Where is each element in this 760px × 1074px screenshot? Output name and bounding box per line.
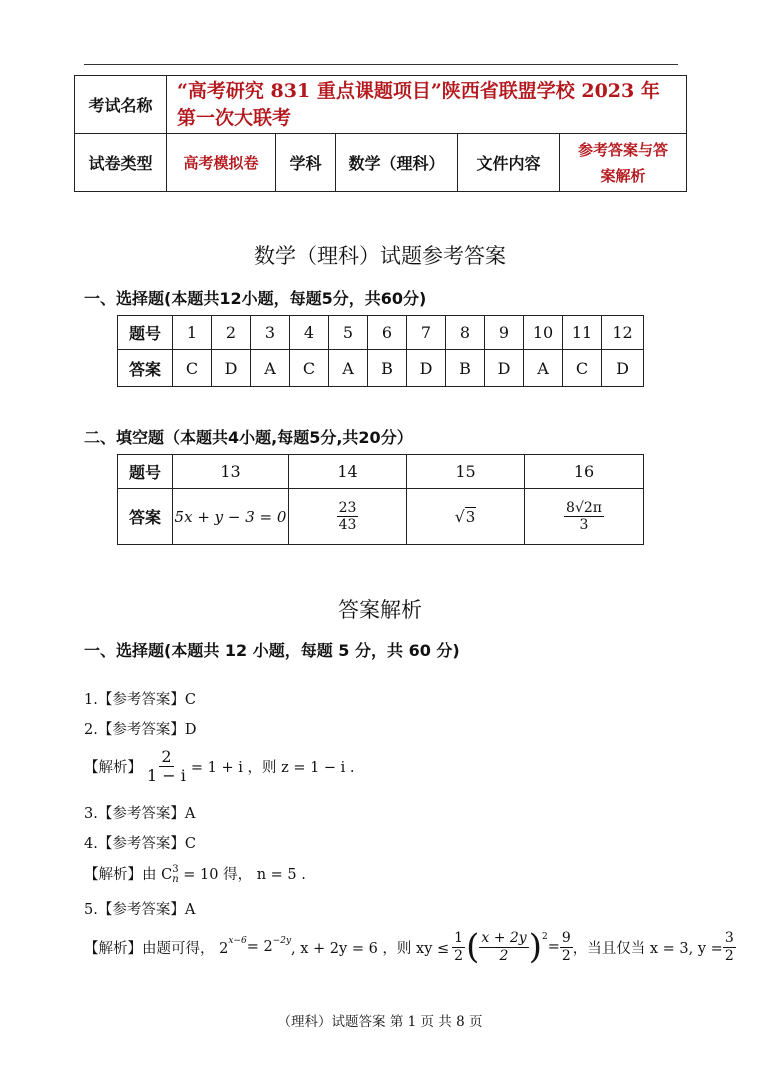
answer-16 (525, 489, 644, 545)
q4-result: = 10 得， n = 5 . (178, 867, 306, 883)
top-rule (84, 64, 678, 65)
question-number-header: 题号 (118, 316, 173, 350)
answer-cell: D (485, 350, 524, 387)
q5-text-a: 由题可得， 2 (142, 940, 229, 957)
question-number: 7 (407, 316, 446, 350)
question-number: 8 (446, 316, 485, 350)
question-number: 1 (173, 316, 212, 350)
q5-exp1: x−6 (228, 936, 247, 946)
paper-type: 高考模拟卷 (167, 134, 276, 192)
q4-text: 由 C (142, 867, 173, 883)
q2-fraction (145, 748, 188, 786)
q5-equals: = (547, 939, 560, 955)
exam-info-table (74, 75, 687, 192)
answer-15-sqrt (455, 507, 477, 526)
choice-answer-table (117, 315, 644, 387)
answer-header: 答案 (118, 489, 173, 545)
exam-name-line1: “高考研究 831 重点课题项目”陕西省联盟学校 2023 年 (177, 79, 660, 102)
analysis-tag: 【解析】 (84, 867, 142, 883)
question-number-header: 题号 (118, 455, 173, 489)
question-number: 11 (563, 316, 602, 350)
answer-13 (173, 489, 289, 545)
question-number: 3 (251, 316, 290, 350)
q2-answer: 2.【参考答案】D (84, 722, 197, 738)
exam-name (167, 76, 687, 134)
section2-heading: 二、填空题（本题共4小题,每题5分,共20分） (84, 428, 413, 447)
content-line2: 案解析 (600, 166, 646, 185)
q5-f4-num: 3 (724, 930, 734, 947)
q5-square: 2 (541, 932, 548, 942)
q5-half-fraction (452, 930, 465, 963)
q5-text-b: = 2 (246, 939, 273, 955)
answer-14-denominator: 43 (338, 517, 357, 533)
paper-type-label: 试卷类型 (75, 134, 167, 192)
answer-14-fraction (337, 500, 359, 533)
q5-f2-den: 2 (499, 947, 509, 964)
q2-analysis (84, 748, 355, 786)
analysis-tag: 【解析】 (84, 940, 142, 957)
page-footer: （理科）试题答案 第 1 页 共 8 页 (277, 1014, 483, 1030)
content-label: 文件内容 (458, 134, 560, 192)
exam-name-line2: 第一次大联考 (177, 106, 292, 129)
answer-14-numerator: 23 (338, 499, 357, 516)
answer-cell: C (563, 350, 602, 387)
subject-label: 学科 (276, 134, 336, 192)
q4-analysis (84, 863, 306, 885)
section1-heading: 一、选择题(本题共12小题，每题5分，共60分) (84, 289, 427, 308)
q5-f4-den: 2 (724, 947, 734, 964)
subject-value: 数学（理科） (336, 134, 458, 192)
question-number: 12 (602, 316, 644, 350)
radical-sign: √ (454, 507, 465, 526)
right-paren: ) (528, 927, 542, 967)
q3-answer: 3.【参考答案】A (84, 806, 196, 822)
answer-cell: D (602, 350, 644, 387)
question-number: 4 (290, 316, 329, 350)
q5-y-fraction (723, 930, 736, 963)
question-number: 6 (368, 316, 407, 350)
q5-analysis (84, 927, 736, 967)
answer-16-denominator: 3 (579, 517, 589, 533)
answer-cell: C (290, 350, 329, 387)
q5-f1-den: 2 (454, 947, 464, 964)
q5-mean-fraction (479, 930, 528, 963)
exam-name-label: 考试名称 (75, 76, 167, 134)
answer-15-radicand: 3 (465, 508, 476, 526)
q1-answer: 1.【参考答案】C (84, 692, 196, 708)
question-number: 9 (485, 316, 524, 350)
answer-13-expression: 5x + y − 3 = 0 (174, 507, 287, 526)
q4-sub: n (172, 874, 179, 885)
answer-cell: A (329, 350, 368, 387)
question-number: 14 (289, 455, 407, 489)
analysis-heading: 一、选择题(本题共 12 小题，每题 5 分，共 60 分) (84, 641, 460, 660)
q5-f2-num: x + 2y (481, 930, 527, 947)
question-number: 2 (212, 316, 251, 350)
analysis-tag: 【解析】 (84, 760, 142, 777)
answer-16-numerator: 8√2π (566, 499, 602, 516)
answer-15 (407, 489, 525, 545)
q5-f1-num: 1 (454, 930, 464, 947)
answer-14 (289, 489, 407, 545)
q4-sup: 3 (172, 864, 179, 875)
question-number: 15 (407, 455, 525, 489)
answer-16-fraction (564, 500, 604, 533)
answer-cell: D (212, 350, 251, 387)
answer-cell: D (407, 350, 446, 387)
left-paren: ( (466, 927, 480, 967)
q2-result: = 1 + i ，则 z = 1 − i . (190, 760, 355, 777)
answer-header: 答案 (118, 350, 173, 387)
q4-answer: 4.【参考答案】C (84, 836, 196, 852)
content-line1: 参考答案与答 (578, 140, 669, 159)
question-number: 5 (329, 316, 368, 350)
q2-denominator: 1 − i (147, 766, 186, 786)
question-number: 16 (525, 455, 644, 489)
question-number: 10 (524, 316, 563, 350)
answer-cell: A (524, 350, 563, 387)
answer-cell: B (368, 350, 407, 387)
q5-result-fraction (560, 930, 573, 963)
q5-exp2: −2y (272, 936, 292, 946)
answer-cell: C (173, 350, 212, 387)
q5-answer: 5.【参考答案】A (84, 902, 196, 918)
q5-text-c: , x + 2y = 6 ，则 xy ≤ (291, 940, 450, 957)
q5-text-d: ，当且仅当 x = 3, y = (572, 940, 723, 957)
analysis-title: 答案解析 (338, 598, 422, 622)
q2-numerator: 2 (161, 747, 172, 766)
question-number: 13 (173, 455, 289, 489)
answer-cell: B (446, 350, 485, 387)
content-value (560, 134, 687, 192)
fill-answer-table (117, 454, 644, 545)
answer-cell: A (251, 350, 290, 387)
q5-f3-den: 2 (561, 947, 571, 964)
q5-f3-num: 9 (561, 930, 571, 947)
page-title: 数学（理科）试题参考答案 (254, 244, 506, 268)
